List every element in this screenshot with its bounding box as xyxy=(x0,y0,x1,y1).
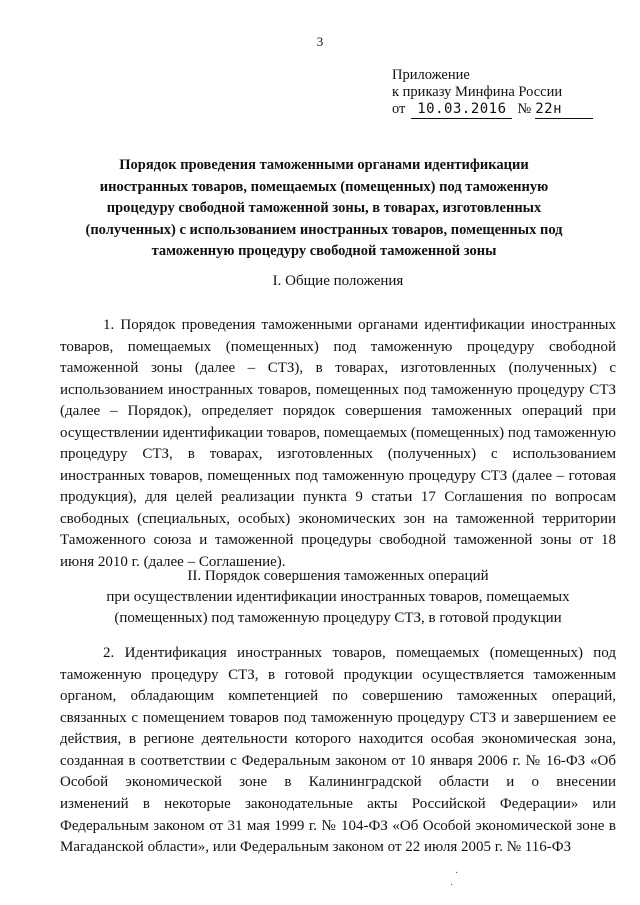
section2-heading-line3: (помещенных) под таможенную процедуру СТЗ, в готовой продукции xyxy=(114,610,562,626)
section2-heading-line1: II. Порядок совершения таможенных операций xyxy=(187,568,489,584)
annex-number-prefix: № xyxy=(517,101,532,117)
scan-speck-mark: · xyxy=(450,880,454,891)
document-title: Порядок проведения таможенными органами идентификации иностранных товаров, помещаемых (помещенных) под таможенную процедуру свободной таможенной зоны, в товарах, изготовленных (полученных) с использованием иностранных товаров, помещенных под таможенную процедуру свободной таможенной зоны xyxy=(85,157,563,259)
annex-date-line xyxy=(392,101,593,119)
annex-line2: к приказу Минфина России xyxy=(392,84,563,100)
annex-date: 10.03.2016 xyxy=(411,101,512,119)
section1-heading: I. Общие положения xyxy=(272,273,404,289)
section1-paragraph: 1. Порядок проведения таможенными органами идентификации иностранных товаров, помещаемых (помещенных) под таможенную процедуру свободной таможенной зоны (далее – СТЗ), в товарах, изготовленных (полученных) с использованием иностранных товаров, помещенных под таможенную процедуру СТЗ (далее – Порядок), определяет порядок совершения таможенных операций при осуществлении идентификации товаров, помещаемых (помещенных) под таможенную процедуру СТЗ, в товарах, изготовленных (полученных) с использованием иностранных товаров, помещенных под таможенную процедуру СТЗ (далее – готовая продукция), для целей реализации пункта 9 статьи 17 Соглашения по вопросам свободных (специальных, особых) экономических зон на таможенной территории Таможенного союза и таможенной процедуры свободной таможенной зоны от 18 июня 2010 г. (далее – Соглашение). xyxy=(60,317,616,570)
scan-speck-mark: · xyxy=(455,868,459,879)
annex-date-prefix: от xyxy=(392,101,406,117)
annex-line1: Приложение xyxy=(392,67,470,83)
page-number: 3 xyxy=(316,34,324,49)
section2-heading-line2: при осуществлении идентификации иностранных товаров, помещаемых xyxy=(106,589,570,605)
section2-paragraph-part2: изменений в некоторые законодательные акты Российской Федерации» или Федеральным законом от 31 мая 1999 г. № 104-ФЗ «Об Особой экономической зоне в Магаданской области», или Федеральным законом от 22 июля 2005 г. № 116-ФЗ xyxy=(60,796,616,855)
annex-block xyxy=(392,67,593,119)
annex-number: 22н xyxy=(535,101,593,119)
section2-paragraph-part1: 2. Идентификация иностранных товаров, помещаемых (помещенных) под таможенную процедуру СТЗ, в готовой продукции осуществляется таможенным органом, обладающим компетенцией по совершению таможенных операций, связанных с помещением товаров под таможенную процедуру СТЗ и завершением ее действия, в регионе деятельности которого находится особая экономическая зона, созданная в соответствии с Федеральным законом от 10 января 2006 г. № 16-ФЗ «Об Особой экономической зоне в Калининградской области и о внесении xyxy=(60,645,616,790)
